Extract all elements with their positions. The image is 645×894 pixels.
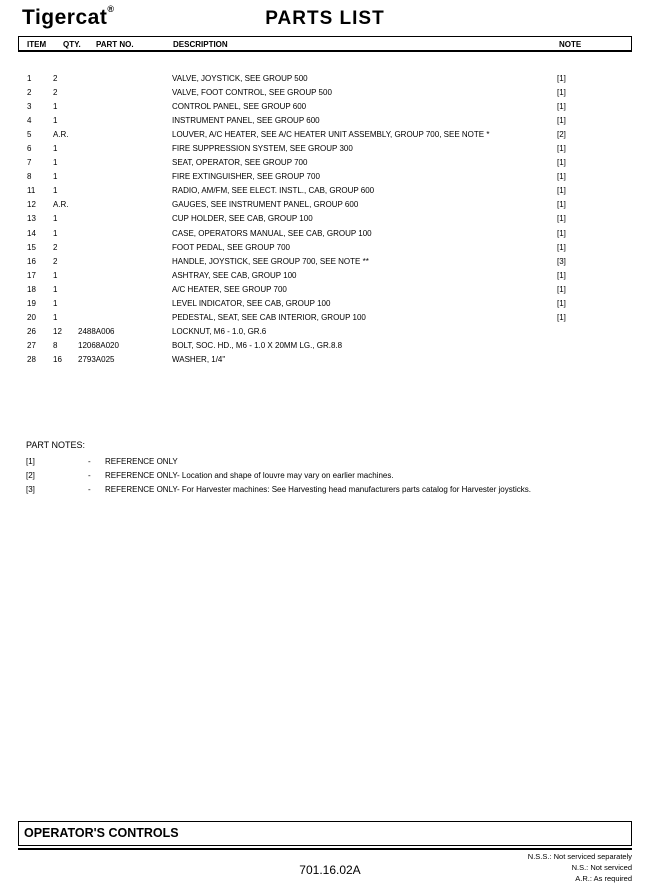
table-row — [18, 229, 632, 243]
cell-note: [1] — [557, 242, 566, 252]
table-row — [18, 313, 632, 327]
cell-note: [2] — [557, 130, 566, 140]
part-note-row — [26, 471, 616, 481]
table-row — [18, 116, 632, 130]
cell-description: WASHER, 1/4" — [172, 354, 226, 364]
cell-note: [1] — [557, 116, 566, 126]
cell-item: 27 — [27, 340, 36, 350]
cell-description: CASE, OPERATORS MANUAL, SEE CAB, GROUP 100 — [172, 228, 372, 238]
cell-qty: 1 — [53, 102, 58, 112]
table-row — [18, 200, 632, 214]
cell-item: 5 — [27, 130, 32, 140]
cell-qty: 1 — [53, 172, 58, 182]
parts-table-body — [18, 74, 632, 369]
cell-item: 4 — [27, 116, 32, 126]
cell-part-no: 12068A020 — [78, 340, 119, 350]
cell-qty: 2 — [53, 88, 58, 98]
part-note-row — [26, 457, 616, 467]
cell-item: 1 — [27, 74, 32, 83]
section-title-box — [18, 821, 632, 846]
cell-item: 6 — [27, 144, 32, 154]
table-row — [18, 271, 632, 285]
cell-qty: 1 — [53, 158, 58, 168]
table-row — [18, 158, 632, 172]
cell-qty: A.R. — [53, 200, 69, 210]
cell-item: 3 — [27, 102, 32, 112]
cell-qty: 16 — [53, 354, 62, 364]
note-text: REFERENCE ONLY- For Harvester machines: See Harvesting head manufacturers parts catalog for Harvester joysticks. — [105, 485, 531, 494]
cell-note: [1] — [557, 270, 566, 280]
cell-item: 14 — [27, 228, 36, 238]
table-row — [18, 130, 632, 144]
footer-divider — [18, 848, 632, 850]
legend-line: A.R.: As required — [575, 874, 632, 883]
cell-note: [1] — [557, 144, 566, 154]
note-dash: - — [88, 457, 91, 466]
note-ref: [2] — [26, 471, 35, 480]
table-row — [18, 186, 632, 200]
cell-description: BOLT, SOC. HD., M6 - 1.0 X 20MM LG., GR.8.8 — [172, 340, 343, 350]
cell-item: 28 — [27, 354, 36, 364]
cell-description: VALVE, FOOT CONTROL, SEE GROUP 500 — [172, 88, 332, 98]
cell-description: GAUGES, SEE INSTRUMENT PANEL, GROUP 600 — [172, 200, 359, 210]
cell-note: [1] — [557, 102, 566, 112]
cell-item: 19 — [27, 298, 36, 308]
cell-description: CUP HOLDER, SEE CAB, GROUP 100 — [172, 214, 313, 224]
abbreviation-legend — [528, 851, 632, 884]
column-header-note: NOTE — [559, 40, 582, 49]
column-header-item: ITEM — [27, 40, 47, 49]
note-dash: - — [88, 485, 91, 494]
cell-qty: 1 — [53, 270, 58, 280]
cell-part-no: 2488A006 — [78, 326, 115, 336]
cell-note: [1] — [557, 186, 566, 196]
cell-note: [1] — [557, 74, 566, 83]
section-title: OPERATOR'S CONTROLS — [24, 826, 179, 840]
cell-qty: 1 — [53, 186, 58, 196]
cell-description: INSTRUMENT PANEL, SEE GROUP 600 — [172, 116, 320, 126]
table-row — [18, 172, 632, 186]
table-row — [18, 144, 632, 158]
cell-qty: 1 — [53, 228, 58, 238]
cell-description: FOOT PEDAL, SEE GROUP 700 — [172, 242, 290, 252]
cell-description: FIRE SUPPRESSION SYSTEM, SEE GROUP 300 — [172, 144, 353, 154]
part-notes-heading: PART NOTES: — [26, 440, 86, 450]
table-row — [18, 341, 632, 355]
cell-qty: A.R. — [53, 130, 69, 140]
cell-note: [1] — [557, 214, 566, 224]
cell-note: [1] — [557, 200, 566, 210]
cell-qty: 1 — [53, 312, 58, 322]
cell-description: LOCKNUT, M6 - 1.0, GR.6 — [172, 326, 267, 336]
cell-qty: 2 — [53, 242, 58, 252]
note-dash: - — [88, 471, 91, 480]
table-row — [18, 299, 632, 313]
table-row — [18, 257, 632, 271]
note-ref: [1] — [26, 457, 35, 466]
page-title: PARTS LIST — [265, 8, 385, 29]
table-row — [18, 355, 632, 369]
cell-note: [1] — [557, 312, 566, 322]
cell-item: 18 — [27, 284, 36, 294]
cell-qty: 12 — [53, 326, 62, 336]
column-header-qty: QTY. — [63, 40, 81, 49]
column-header-description: DESCRIPTION — [173, 40, 228, 49]
table-header-row — [18, 36, 632, 52]
cell-description: RADIO, AM/FM, SEE ELECT. INSTL., CAB, GROUP 600 — [172, 186, 375, 196]
cell-note: [1] — [557, 172, 566, 182]
table-row — [18, 74, 632, 88]
part-notes-list — [26, 457, 616, 499]
table-row — [18, 285, 632, 299]
cell-note: [1] — [557, 284, 566, 294]
cell-note: [1] — [557, 158, 566, 168]
cell-description: ASHTRAY, SEE CAB, GROUP 100 — [172, 270, 297, 280]
cell-note: [1] — [557, 88, 566, 98]
cell-description: LEVEL INDICATOR, SEE CAB, GROUP 100 — [172, 298, 331, 308]
cell-item: 11 — [27, 186, 36, 196]
logo-text: Tigercat — [22, 6, 108, 29]
cell-description: LOUVER, A/C HEATER, SEE A/C HEATER UNIT ASSEMBLY, GROUP 700, SEE NOTE * — [172, 130, 490, 140]
cell-description: A/C HEATER, SEE GROUP 700 — [172, 284, 287, 294]
cell-qty: 1 — [53, 116, 58, 126]
cell-item: 12 — [27, 200, 36, 210]
cell-item: 20 — [27, 312, 36, 322]
table-row — [18, 243, 632, 257]
cell-qty: 1 — [53, 214, 58, 224]
table-row — [18, 102, 632, 116]
cell-description: VALVE, JOYSTICK, SEE GROUP 500 — [172, 74, 308, 83]
cell-qty: 2 — [53, 256, 58, 266]
cell-qty: 1 — [53, 298, 58, 308]
column-header-part-no: PART NO. — [96, 40, 134, 49]
cell-item: 13 — [27, 214, 36, 224]
cell-qty: 1 — [53, 144, 58, 154]
cell-note: [1] — [557, 298, 566, 308]
cell-note: [1] — [557, 228, 566, 238]
legend-line: N.S.S.: Not serviced separately — [527, 852, 632, 861]
table-row — [18, 327, 632, 341]
cell-item: 16 — [27, 256, 36, 266]
cell-qty: 2 — [53, 74, 58, 83]
cell-part-no: 2793A025 — [78, 354, 115, 364]
cell-item: 15 — [27, 242, 36, 252]
document-number: 701.16.02A — [299, 863, 361, 877]
table-row — [18, 214, 632, 228]
note-text: REFERENCE ONLY- Location and shape of louvre may vary on earlier machines. — [105, 471, 394, 480]
cell-note: [3] — [557, 256, 566, 266]
table-row — [18, 88, 632, 102]
legend-line: N.S.: Not serviced — [571, 863, 632, 872]
part-note-row — [26, 485, 616, 495]
cell-description: HANDLE, JOYSTICK, SEE GROUP 700, SEE NOTE ** — [172, 256, 369, 266]
note-text: REFERENCE ONLY — [105, 457, 178, 466]
cell-item: 26 — [27, 326, 36, 336]
cell-description: FIRE EXTINGUISHER, SEE GROUP 700 — [172, 172, 320, 182]
cell-description: PEDESTAL, SEAT, SEE CAB INTERIOR, GROUP 100 — [172, 312, 366, 322]
cell-qty: 8 — [53, 340, 58, 350]
cell-item: 2 — [27, 88, 32, 98]
registered-trademark-symbol: ® — [107, 4, 115, 14]
cell-item: 8 — [27, 172, 32, 182]
cell-qty: 1 — [53, 284, 58, 294]
cell-description: CONTROL PANEL, SEE GROUP 600 — [172, 102, 307, 112]
note-ref: [3] — [26, 485, 35, 494]
cell-item: 7 — [27, 158, 32, 168]
cell-item: 17 — [27, 270, 36, 280]
cell-description: SEAT, OPERATOR, SEE GROUP 700 — [172, 158, 308, 168]
